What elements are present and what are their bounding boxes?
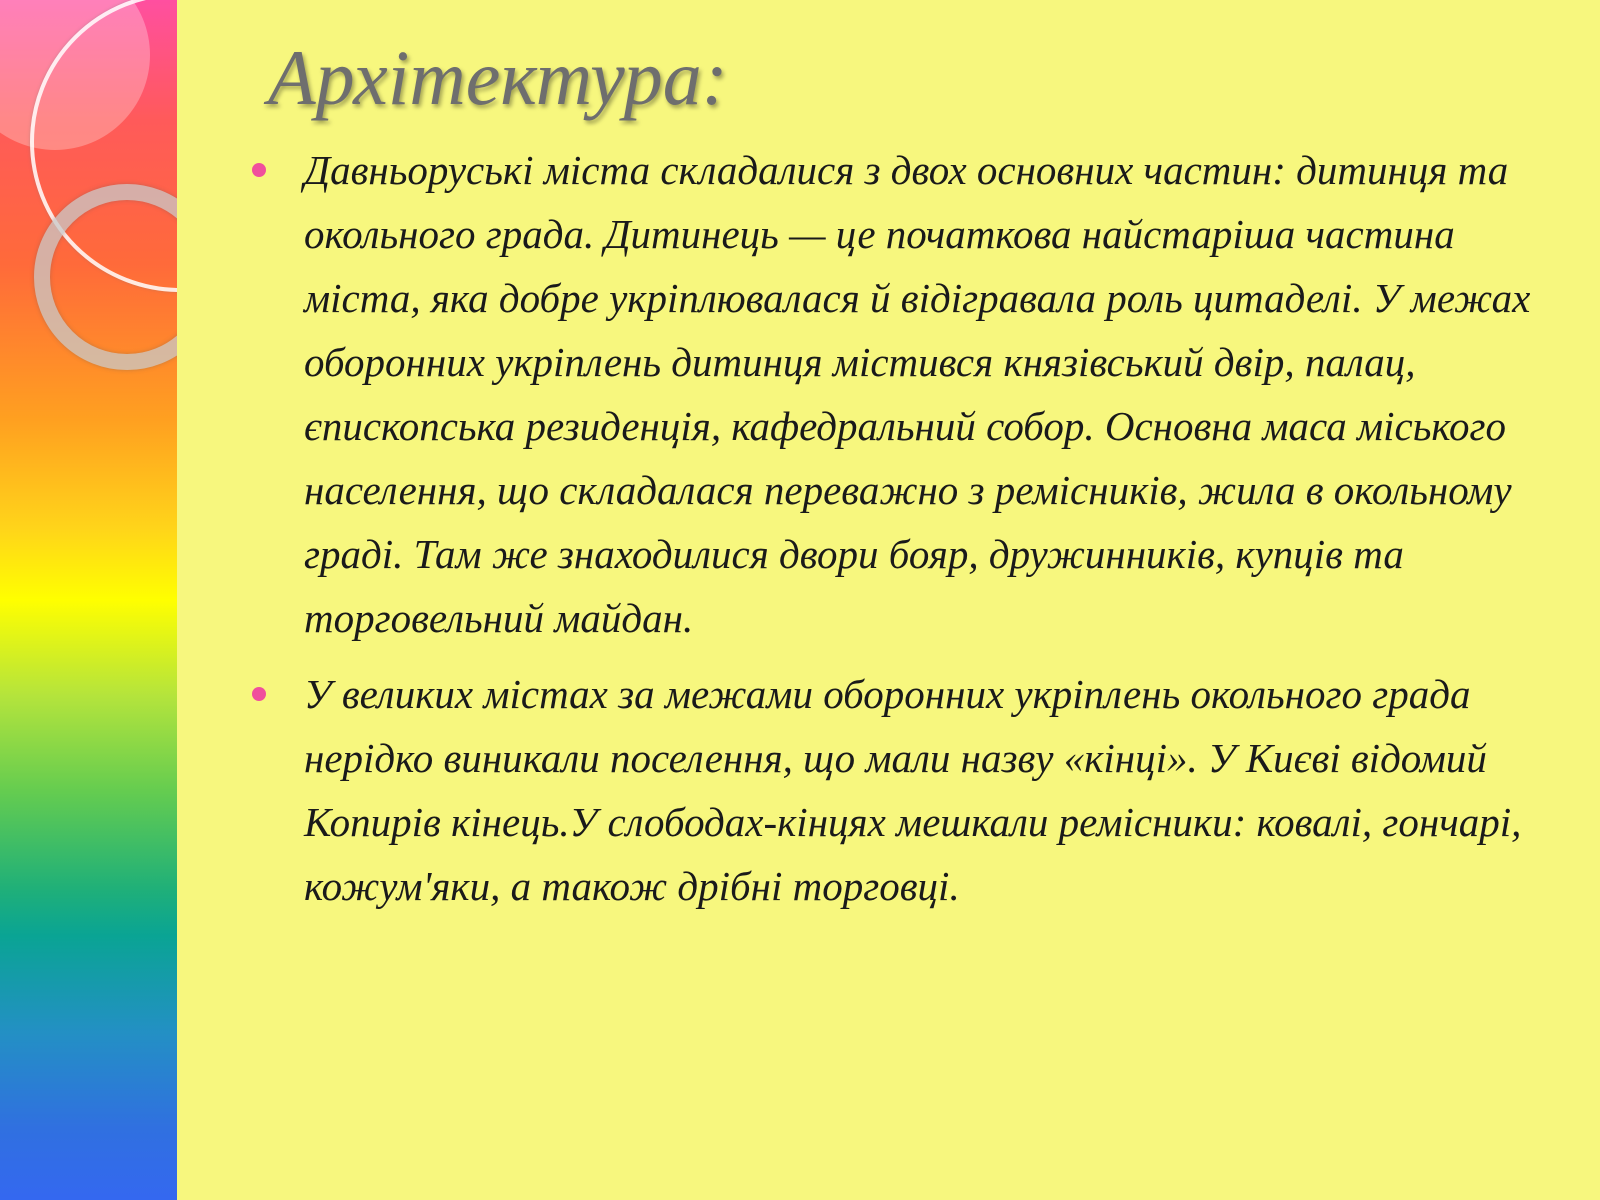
slide-title: Архітектура: (268, 34, 728, 121)
bullet-text: Давньоруські міста складалися з двох основних частин: дитинця та окольного града. Дитинець — це початкова найстаріша частина міста, яка добре укріплювалася й відігравала роль цитаделі. У межах оборонних укріплень дитинця містився князівський двір, палац, єпископська резиденція, кафедральний собор. Основна маса міського населення, що складалася переважно з ремісників, жила в окольному граді. Там же знаходилися двори бояр, дружинників, купців та торговельний майдан. (304, 147, 1531, 641)
bullet-icon (252, 687, 266, 701)
bullet-item (250, 662, 1550, 918)
bullet-text: У великих містах за межами оборонних укріплень окольного града нерідко виникали поселення, що мали назву «кінці». У Києві відомий Копирів кінець.У слободах-кінцях мешкали ремісники: ковалі, гончарі, кожум'яки, а також дрібні торговці. (304, 671, 1522, 909)
bullet-icon (252, 163, 266, 177)
decorative-rainbow-band (0, 0, 177, 1200)
bullet-item (250, 138, 1550, 650)
slide-content (250, 138, 1550, 918)
